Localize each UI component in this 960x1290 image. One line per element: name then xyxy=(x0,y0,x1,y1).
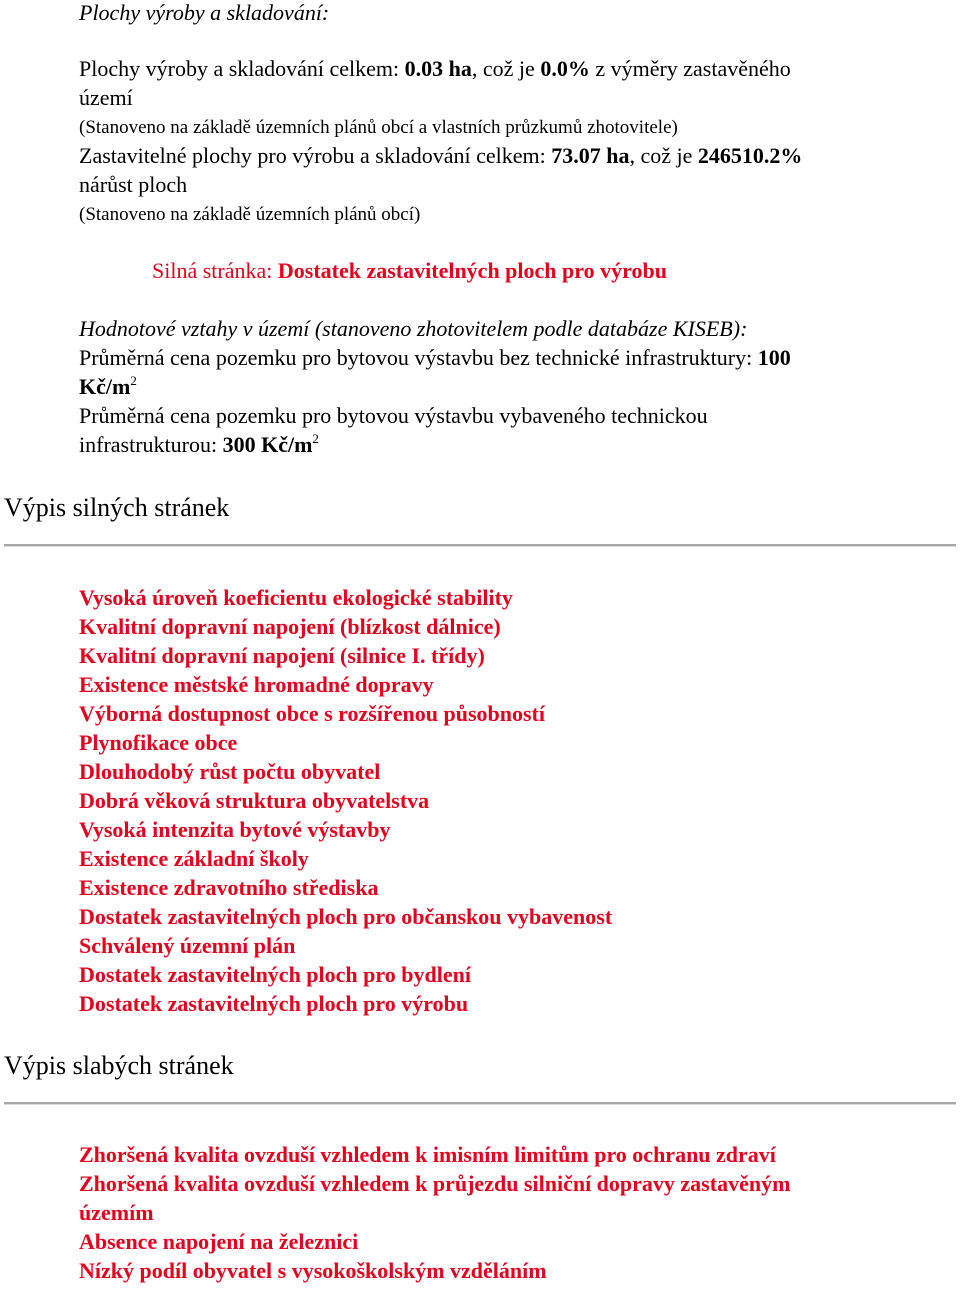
strength-callout xyxy=(152,258,667,284)
production-area-mid: , což je xyxy=(471,56,541,81)
buildable-area-line xyxy=(79,143,802,169)
price-1-value: 100 xyxy=(757,345,791,370)
weakness-item: Nízký podíl obyvatel s vysokoškolským vzděláním xyxy=(79,1258,547,1283)
price-2-exponent: 2 xyxy=(312,431,319,446)
strength-item: Schválený územní plán xyxy=(79,933,296,958)
weaknesses-title: Výpis slabých stránek xyxy=(4,1051,234,1080)
price-1-unit-line xyxy=(79,374,137,400)
price-1-text: Průměrná cena pozemku pro bytovou výstavbu bez technické infrastruktury: xyxy=(79,345,758,370)
source-note-1: (Stanoveno na základě územních plánů obcí a vlastních průzkumů zhotovitele) xyxy=(79,117,678,138)
strength-item: Dlouhodobý růst počtu obyvatel xyxy=(79,759,381,784)
strength-item: Kvalitní dopravní napojení (blízkost dálnice) xyxy=(79,614,501,639)
production-area-percent: 0.0% xyxy=(540,56,590,81)
price-line-2-cont xyxy=(79,432,319,458)
price-line-1 xyxy=(79,345,791,371)
buildable-area-mid: , což je xyxy=(629,143,698,168)
weakness-item: Zhoršená kvalita ovzduší vzhledem k průjezdu silniční dopravy zastavěným xyxy=(79,1171,791,1196)
strength-item: Existence městské hromadné dopravy xyxy=(79,672,434,697)
price-2-text: infrastrukturou: xyxy=(79,432,223,457)
buildable-area-value: 73.07 ha xyxy=(551,143,630,168)
buildable-area-percent: 246510.2% xyxy=(697,143,803,168)
strength-item: Dobrá věková struktura obyvatelstva xyxy=(79,788,430,813)
strength-item: Plynofikace obce xyxy=(79,730,238,755)
production-area-line-cont: území xyxy=(79,85,133,110)
strength-item: Kvalitní dopravní napojení (silnice I. třídy) xyxy=(79,643,485,668)
values-heading: Hodnotové vztahy v území (stanoveno zhotovitelem podle databáze KISEB): xyxy=(79,316,748,341)
production-area-line xyxy=(79,56,791,82)
production-area-value: 0.03 ha xyxy=(404,56,472,81)
weakness-item: územím xyxy=(79,1200,154,1225)
strength-item: Výborná dostupnost obce s rozšířenou působností xyxy=(79,701,545,726)
source-note-2: (Stanoveno na základě územních plánů obcí) xyxy=(79,204,421,225)
strength-value: Dostatek zastavitelných ploch pro výrobu xyxy=(277,258,667,283)
strength-label: Silná stránka: xyxy=(152,258,278,283)
strength-item: Dostatek zastavitelných ploch pro občanskou vybavenost xyxy=(79,904,613,929)
production-area-prefix: Plochy výroby a skladování celkem: xyxy=(79,56,405,81)
price-1-unit: Kč/m xyxy=(79,374,131,399)
strength-item: Vysoká úroveň koeficientu ekologické stability xyxy=(79,585,513,610)
buildable-area-line-cont: nárůst ploch xyxy=(79,172,188,197)
strength-item: Existence základní školy xyxy=(79,846,309,871)
strengths-title: Výpis silných stránek xyxy=(4,493,230,522)
strengths-divider xyxy=(4,544,956,547)
weakness-item: Absence napojení na železnici xyxy=(79,1229,359,1254)
strength-item: Existence zdravotního střediska xyxy=(79,875,379,900)
weakness-item: Zhoršená kvalita ovzduší vzhledem k imisním limitům pro ochranu zdraví xyxy=(79,1142,776,1167)
price-line-2: Průměrná cena pozemku pro bytovou výstavbu vybaveného technickou xyxy=(79,403,708,428)
production-area-suffix: z výměry zastavěného xyxy=(589,56,791,81)
buildable-area-prefix: Zastavitelné plochy pro výrobu a skladování celkem: xyxy=(79,143,552,168)
price-2-value: 300 Kč/m xyxy=(222,432,313,457)
weaknesses-divider xyxy=(4,1102,956,1105)
section-heading: Plochy výroby a skladování: xyxy=(79,0,330,25)
strength-item: Dostatek zastavitelných ploch pro výrobu xyxy=(79,991,469,1016)
strength-item: Dostatek zastavitelných ploch pro bydlení xyxy=(79,962,471,987)
price-1-exponent: 2 xyxy=(130,373,137,388)
strength-item: Vysoká intenzita bytové výstavby xyxy=(79,817,391,842)
